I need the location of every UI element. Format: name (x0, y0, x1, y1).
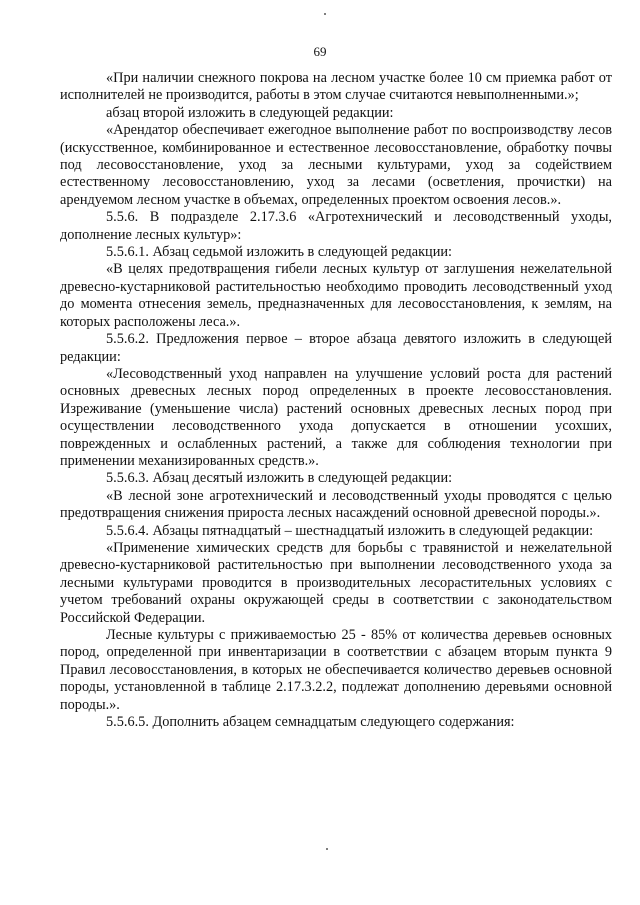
document-body (60, 70, 612, 731)
paragraph-1: «При наличии снежного покрова на лесном участке более 10 см приемка работ от исполнителей не производится, работы в этом случае считаются невыполненными.»; (60, 70, 612, 104)
paragraph-12: «Применение химических средств для борьбы с травянистой и нежелательной древесно-кустарниковой растительностью при выполнении лесоводственного ухода за лесными культурами проводится в производительных лесорастительных условиях с учетом требований охраны окружающей среды в соответствии с законодательством Российской Федерации. (60, 539, 612, 626)
paragraph-13: Лесные культуры с приживаемостью 25 - 85% от количества деревьев основных пород, определенной при инвентаризации в соответствии с абзацем вторым пункта 9 Правил лесовосстановления, в которых не обеспечивается количество деревьев основной породы, установленной в таблице 2.17.3.2.2, подлежат дополнению деревьями основной породы.». (60, 627, 612, 713)
paragraph-2: абзац второй изложить в следующей редакции: (106, 104, 394, 121)
paragraph-6: «В целях предотвращения гибели лесных культур от заглушения нежелательной древесно-кустарниковой растительностью необходимо проводить лесоводственный уход до момента отнесения земель, предназначенных для лесовосстановления, к землям, на которых расположены леса.». (60, 261, 612, 330)
paragraph-7: 5.5.6.2. Предложения первое – второе абзаца девятого изложить в следующей редакции: (60, 331, 612, 365)
paragraph-10: «В лесной зоне агротехнический и лесоводственный уходы проводятся с целью предотвращения снижения прироста лесных насаждений основной древесной породы.». (60, 487, 612, 522)
paragraph-11: 5.5.6.4. Абзацы пятнадцатый – шестнадцатый изложить в следующей редакции: (106, 522, 594, 539)
page-number: 69 (313, 44, 327, 59)
paragraph-9: 5.5.6.3. Абзац десятый изложить в следующей редакции: (106, 470, 453, 487)
scan-speck (326, 848, 328, 850)
paragraph-4: 5.5.6. В подразделе 2.17.3.6 «Агротехнический и лесоводственный уходы, дополнение лесных культур»: (60, 209, 612, 243)
paragraph-3: «Арендатор обеспечивает ежегодное выполнение работ по воспроизводству лесов (искусственное, комбинированное и естественное лесовосстановление, обработку почвы под лесовосстановление, уход за лесными культурами, уход за содействием естественному лесовосстановлению, уход за лесами (осветления, прочистки) на арендуемом лесном участке в объемах, определенных проектом освоения лесов.». (60, 122, 612, 208)
paragraph-5: 5.5.6.1. Абзац седьмой изложить в следующей редакции: (106, 244, 452, 261)
paragraph-14: 5.5.6.5. Дополнить абзацем семнадцатым следующего содержания: (106, 714, 515, 731)
scan-speck (324, 13, 326, 15)
paragraph-8: «Лесоводственный уход направлен на улучшение условий роста для растений основных древесных лесных пород определенных в проекте лесовосстановления. Изреживание (уменьшение числа) растений основных древесных лесных пород при осуществлении лесоводственного ухода допускается в отношении усохших, поврежденных и ослабленных растений, а также для соблюдения технологии при применении механизированных средств.». (60, 365, 612, 469)
